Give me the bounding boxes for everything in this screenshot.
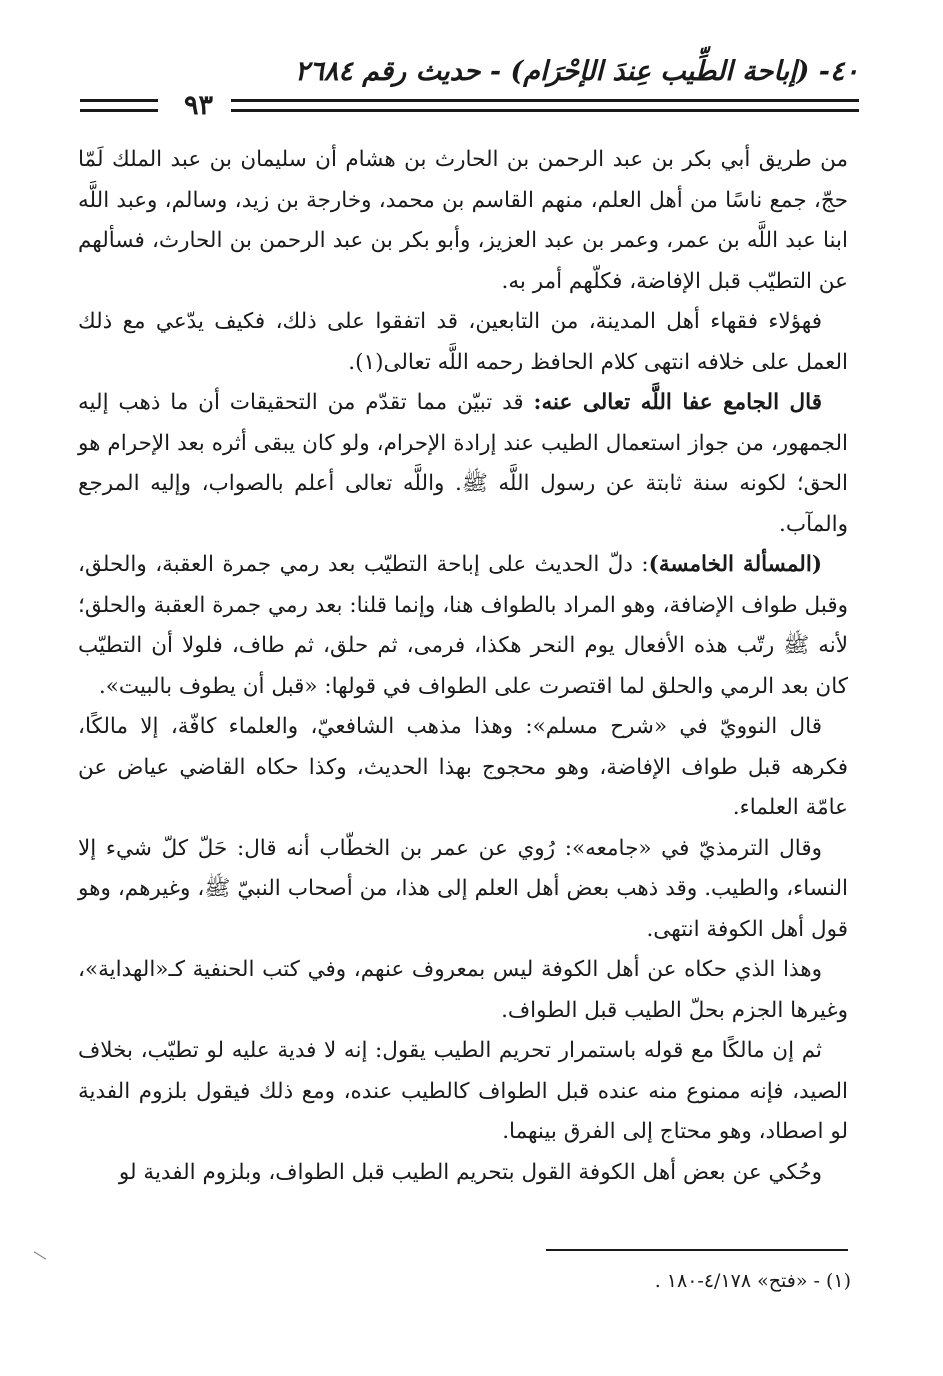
- header-double-rule: [231, 99, 859, 112]
- paragraph-8: ثم إن مالكًا مع قوله باستمرار تحريم الطيب يقول: إنه لا فدية عليه لو تطيّب، بخلاف الصيد، فإنه ممنوع منه عنده قبل الطواف كالطيب عنده، ومع ذلك فيقول بلزوم الفدية لو اصطاد، وهو محتاج إلى الفرق بينهما.: [78, 1038, 848, 1144]
- footnote: (١) - «فتح» ٤/١٧٨-١٨٠ .: [654, 1270, 851, 1292]
- running-header: [76, 56, 859, 126]
- paragraph-7: وهذا الذي حكاه عن أهل الكوفة ليس بمعروف عنهم، وفي كتب الحنفية كـ«الهداية»، وغيرها الجزم بحلّ الطيب قبل الطواف.: [78, 957, 848, 1023]
- header-title: ٤٠- (إباحة الطِّيب عِندَ الإحْرَام) - حديث رقم ٢٦٨٤: [294, 56, 859, 87]
- paragraph-lead: (المسألة الخامسة): [648, 552, 822, 577]
- paragraph-1: من طريق أبي بكر بن عبد الرحمن بن الحارث بن هشام أن سليمان بن عبد الملك لَمّا حجّ، جمع ناسًا من أهل العلم، منهم القاسم بن محمد، وخارجة بن زيد، وسالم، وعبد اللَّه ابنا عبد اللَّه بن عمر، وعمر بن عبد العزيز، وأبو بكر بن عبد الرحمن بن الحارث، فسألهم عن التطيّب قبل الإفاضة، فكلّهم أمر به.: [78, 147, 848, 294]
- paragraph-5: قال النوويّ في «شرح مسلم»: وهذا مذهب الشافعيّ، والعلماء كافّة، إلا مالكًا، فكرهه قبل طواف الإفاضة، وهو محجوج بهذا الحديث، وكذا حكاه القاضي عياض عن عامّة العلماء.: [78, 714, 848, 820]
- paragraph-2: فهؤلاء فقهاء أهل المدينة، من التابعين، قد اتفقوا على ذلك، فكيف يدّعي مع ذلك العمل على خلافه انتهى كلام الحافظ رحمه اللَّه تعالى(١).: [78, 309, 848, 375]
- paragraph-lead: قال الجامع عفا اللَّه تعالى عنه:: [533, 390, 822, 415]
- body-text: [78, 140, 848, 1193]
- footnote-separator: [546, 1249, 848, 1251]
- scan-mark: [34, 1251, 46, 1259]
- paragraph-6: وقال الترمذيّ في «جامعه»: رُوي عن عمر بن الخطّاب أنه قال: حَلّ كلّ شيء إلا النساء، والطيب. وقد ذهب بعض أهل العلم إلى هذا، من أصحاب النبيّ ﷺ، وغيرهم، وهو قول أهل الكوفة انتهى.: [78, 835, 848, 942]
- paragraph-9: وحُكي عن بعض أهل الكوفة القول بتحريم الطيب قبل الطواف، وبلزوم الفدية لو: [118, 1159, 822, 1185]
- paragraph-4: (المسألة الخامسة): دلّ الحديث على إباحة التطيّب بعد رمي جمرة العقبة، والحلق، وقبل طواف الإضافة، وهو المراد بالطواف هنا، وإنما قلنا: بعد رمي جمرة العقبة والحلق؛ لأنه ﷺ رتّب هذه الأفعال يوم النحر هكذا، فرمى، ثم حلق، ثم طاف، فلولا أن التطيّب كان بعد الرمي والحلق لما اقتصرت على الطواف في قولها: «قبل أن يطوف بالبيت».: [78, 552, 848, 699]
- paragraph-3: قال الجامع عفا اللَّه تعالى عنه: قد تبيّن مما تقدّم من التحقيقات أن ما ذهب إليه الجمهور، من جواز استعمال الطيب عند إرادة الإحرام، ولو كان يبقى أثره بعد الإحرام هو الحق؛ لكونه سنة ثابتة عن رسول اللَّه ﷺ. واللَّه تعالى أعلم بالصواب، وإليه المرجع والمآب.: [78, 390, 848, 537]
- page-number: ٩٣: [184, 90, 214, 121]
- header-double-rule-left: [80, 99, 158, 112]
